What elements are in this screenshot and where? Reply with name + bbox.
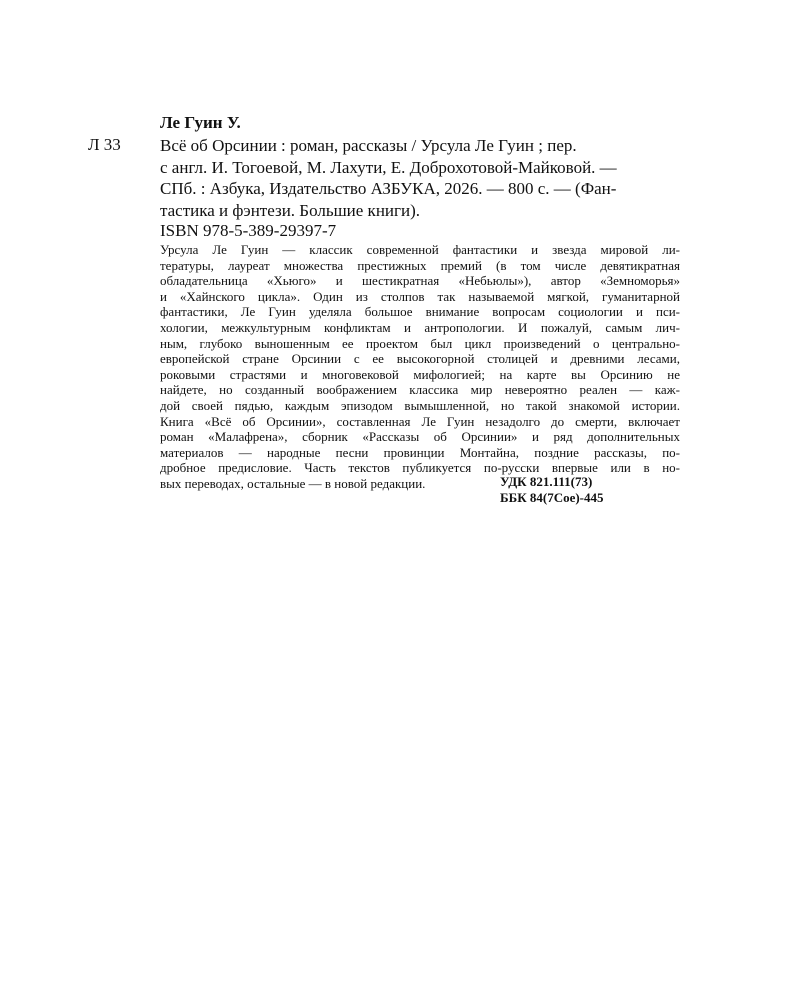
classification-codes [500,474,680,505]
shelf-code: Л 33 [88,135,121,154]
bbk-code: ББК 84(7Сое)-445 [500,489,604,505]
annotation-line: фантастики, Ле Гуин уделяла большое внимание вопросам социологии и пси- [160,304,680,320]
title-line: с англ. И. Тогоевой, М. Лахути, Е. Доброхотовой-Майковой. — [160,157,617,177]
title-line: Всё об Орсинии : роман, рассказы / Урсула Ле Гуин ; пер. [160,136,577,155]
title-line: СПб. : Азбука, Издательство АЗБУКА, 2026. — 800 с. — (Фан- [160,179,617,198]
title-line: тастика и фэнтези. Большие книги). [160,200,420,220]
annotation [160,242,680,492]
bibliographic-entry [160,135,680,221]
annotation-line: найдете, но созданный воображением классика мир невероятно реален — каж- [160,382,680,398]
isbn: ISBN 978-5-389-29397-7 [160,221,337,240]
annotation-line: материалов — народные песни провинции Монтайна, поздние рассказы, по- [160,444,680,460]
annotation-line: ным, глубоко выношенным ее проектом был цикл произведений о центрально- [160,335,680,351]
annotation-line: обладательница «Хьюго» и шестикратная «Небьюлы»), автор «Земноморья» [160,273,680,289]
annotation-line: тературы, лауреат множества престижных премий (в том числе девятикратная [160,257,680,273]
annotation-line: Урсула Ле Гуин — классик современной фантастики и звезда мировой ли- [160,242,680,257]
annotation-line: европейской стране Орсинии с ее высокогорной столицей и древними лесами, [160,351,680,367]
annotation-line: роман «Малафрена», сборник «Рассказы об Орсинии» и ряд дополнительных [160,429,680,445]
annotation-line: хологии, межкультурным конфликтам и антропологии. И пожалуй, самым лич- [160,319,680,335]
annotation-line: и «Хайнского цикла». Один из столпов так называемой мягкой, гуманитарной [160,288,680,304]
udk-code: УДК 821.111(73) [500,474,593,489]
annotation-line: дой своей пядью, каждым эпизодом вымышленной, но такой знакомой истории. [160,397,680,413]
annotation-line: Книга «Всё об Орсинии», составленная Ле Гуин незадолго до смерти, включает [160,413,680,429]
annotation-line: вых переводах, остальные — в новой редакции. [160,475,426,491]
author-heading: Ле Гуин У. [160,113,241,132]
annotation-line: роковыми страстями и многовековой мифологией; на карте вы Орсинию не [160,366,680,382]
annotation-line: дробное предисловие. Часть текстов публикуется по-русски впервые или в но- [160,460,680,476]
